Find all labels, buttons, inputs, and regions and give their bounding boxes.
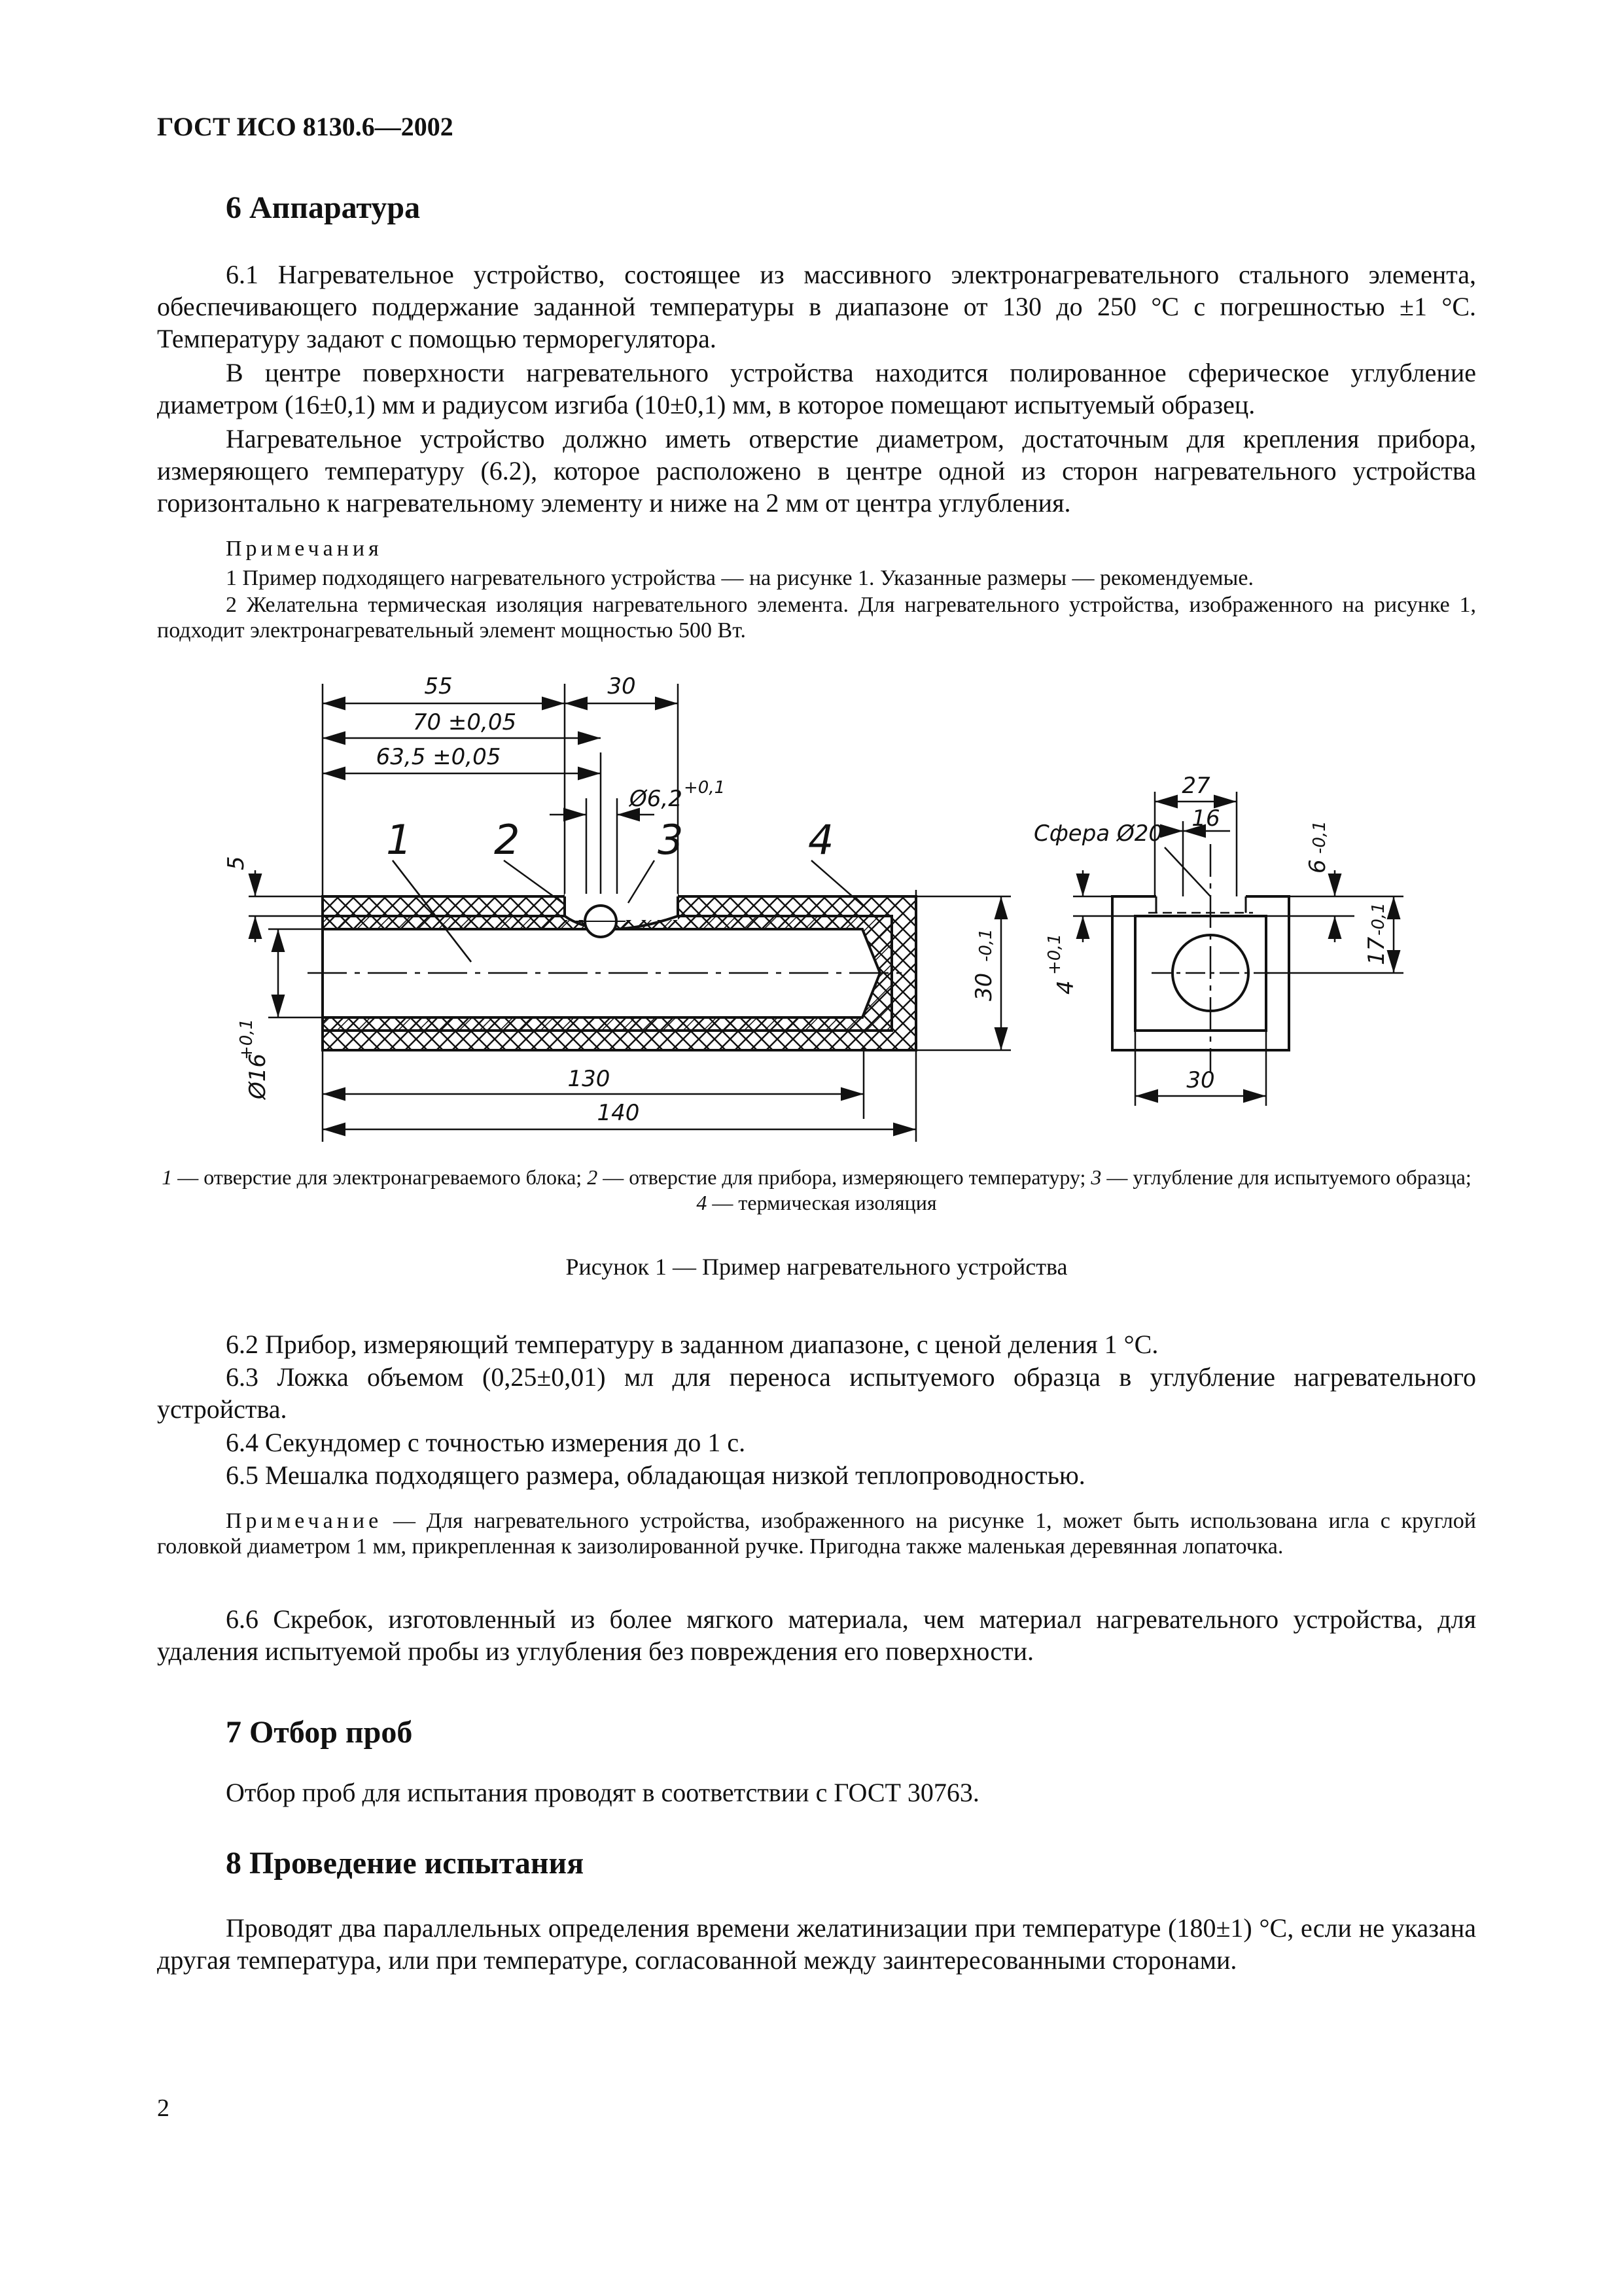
label-sphere: Сфера Ø20 <box>1034 821 1163 847</box>
legend-t2: — отверстие для прибора, измеряющего температуру; <box>597 1165 1091 1189</box>
paragraph-6-5: 6.5 Мешалка подходящего размера, обладающая низкой теплопроводностью. <box>226 1460 1085 1490</box>
dim-height-30: 30 <box>971 972 997 1001</box>
section-8-title: 8 Проведение испытания <box>226 1846 584 1881</box>
dim-end-6-tolerance: -0,1 <box>1310 821 1330 854</box>
figure-caption: Рисунок 1 — Пример нагревательного устройства <box>565 1254 1068 1280</box>
dim-63-5: 63,5 ±0,05 <box>376 744 501 770</box>
dim-70: 70 ±0,05 <box>412 709 517 735</box>
legend-n4: 4 <box>696 1191 707 1214</box>
dim-end-17-tolerance: -0,1 <box>1369 902 1388 936</box>
dim-140: 140 <box>597 1100 640 1126</box>
dim-130: 130 <box>567 1066 610 1092</box>
dim-end-4-tolerance: +0,1 <box>1045 933 1065 975</box>
dim-end-27: 27 <box>1182 773 1210 799</box>
legend-t1: — отверстие для электронагреваемого блока; <box>172 1165 588 1189</box>
note-single <box>157 1508 1476 1559</box>
legend-t4: — термическая изоляция <box>707 1191 937 1214</box>
legend-n1: 1 <box>162 1165 173 1189</box>
figure-drawing <box>0 654 1622 1178</box>
figure-legend <box>157 1165 1476 1216</box>
paragraph-6-6: 6.6 Скребок, изготовленный из более мягкого материала, чем материал нагревательного устройства, для удаления испытуемой пробы из углубления без повреждения его поверхности. <box>157 1604 1476 1666</box>
paragraph-6-4: 6.4 Секундомер с точностью измерения до 1 с. <box>226 1428 746 1457</box>
dim-30-top: 30 <box>607 673 636 699</box>
page-number: 2 <box>157 2094 169 2122</box>
callout-1: 1 <box>386 816 412 864</box>
dim-end-30: 30 <box>1186 1067 1215 1093</box>
section-6-title: 6 Аппаратура <box>226 190 421 225</box>
notes-title: Примечания <box>226 537 383 561</box>
dim-bore-tolerance: +0,1 <box>237 1018 256 1060</box>
dim-end-16: 16 <box>1191 805 1220 832</box>
dim-end-6: 6 <box>1305 859 1331 874</box>
side-view <box>223 673 1011 1142</box>
callout-4: 4 <box>808 816 834 864</box>
document-header: ГОСТ ИСО 8130.6—2002 <box>157 112 453 141</box>
dim-height-tolerance: -0,1 <box>976 928 996 962</box>
note-2: 2 Желательна термическая изоляция нагревательного элемента. Для нагревательного устройства, изображенного на рисунке 1, подходит электронагревательный элемент мощностью 500 Вт. <box>157 593 1476 643</box>
note-1: 1 Пример подходящего нагревательного устройства — на рисунке 1. Указанные размеры — рекомендуемые. <box>226 566 1254 590</box>
figure-heating-device <box>0 654 1622 1178</box>
dim-hole-6-2: Ø6,2 <box>629 786 682 812</box>
paragraph-6-3: 6.3 Ложка объемом (0,25±0,01) мл для переноса испытуемого образца в углубление нагревательного устройства. <box>157 1362 1476 1424</box>
note-single-label: Примечание <box>226 1509 383 1533</box>
paragraph-6-1-hole: Нагревательное устройство должно иметь отверстие диаметром, достаточным для крепления прибора, измеряющего температуру (6.2), которое расположено в центре одной из сторон нагревательного устройства горизонтально к нагревательному элементу и ниже на 2 мм от центра углубления. <box>157 424 1476 518</box>
dim-hole-tolerance: +0,1 <box>684 778 726 798</box>
legend-n2: 2 <box>587 1165 598 1189</box>
dim-end-17: 17 <box>1364 936 1390 965</box>
end-view <box>1034 773 1403 1106</box>
dim-bore-16: Ø16 <box>245 1053 271 1099</box>
callout-3: 3 <box>658 816 684 864</box>
legend-n3: 3 <box>1091 1165 1102 1189</box>
dim-end-4: 4 <box>1053 980 1079 995</box>
callout-2: 2 <box>494 816 520 864</box>
paragraph-6-2: 6.2 Прибор, измеряющий температуру в заданном диапазоне, с ценой деления 1 °С. <box>226 1330 1159 1359</box>
note-single-text: — Для нагревательного устройства, изображенного на рисунке 1, может быть использована игла с круглой головкой диаметром 1 мм, прикрепленная к заизолированной ручке. Пригодна также маленькая деревянная лопаточка. <box>157 1509 1476 1559</box>
paragraph-6-1: 6.1 Нагревательное устройство, состоящее из массивного электронагревательного стального элемента, обеспечивающего поддержание заданной температуры в диапазоне от 130 до 250 °С с погрешностью ±1 °С. Температуру задают с помощью терморегулятора. <box>157 260 1476 353</box>
section-7-title: 7 Отбор проб <box>226 1715 413 1750</box>
legend-t3: — углубление для испытуемого образца; <box>1101 1165 1472 1189</box>
dim-5: 5 <box>223 856 249 870</box>
dim-55: 55 <box>424 673 453 699</box>
paragraph-6-1-recess: В центре поверхности нагревательного устройства находится полированное сферическое углубление диаметром (16±0,1) мм и радиусом изгиба (10±0,1) мм, в которое помещают испытуемый образец. <box>157 358 1476 419</box>
paragraph-7: Отбор проб для испытания проводят в соответствии с ГОСТ 30763. <box>226 1778 979 1807</box>
paragraph-8: Проводят два параллельных определения времени желатинизации при температуре (180±1) °С, если не указана другая температура, или при температуре, согласованной между заинтересованными сторонами. <box>157 1913 1476 1975</box>
